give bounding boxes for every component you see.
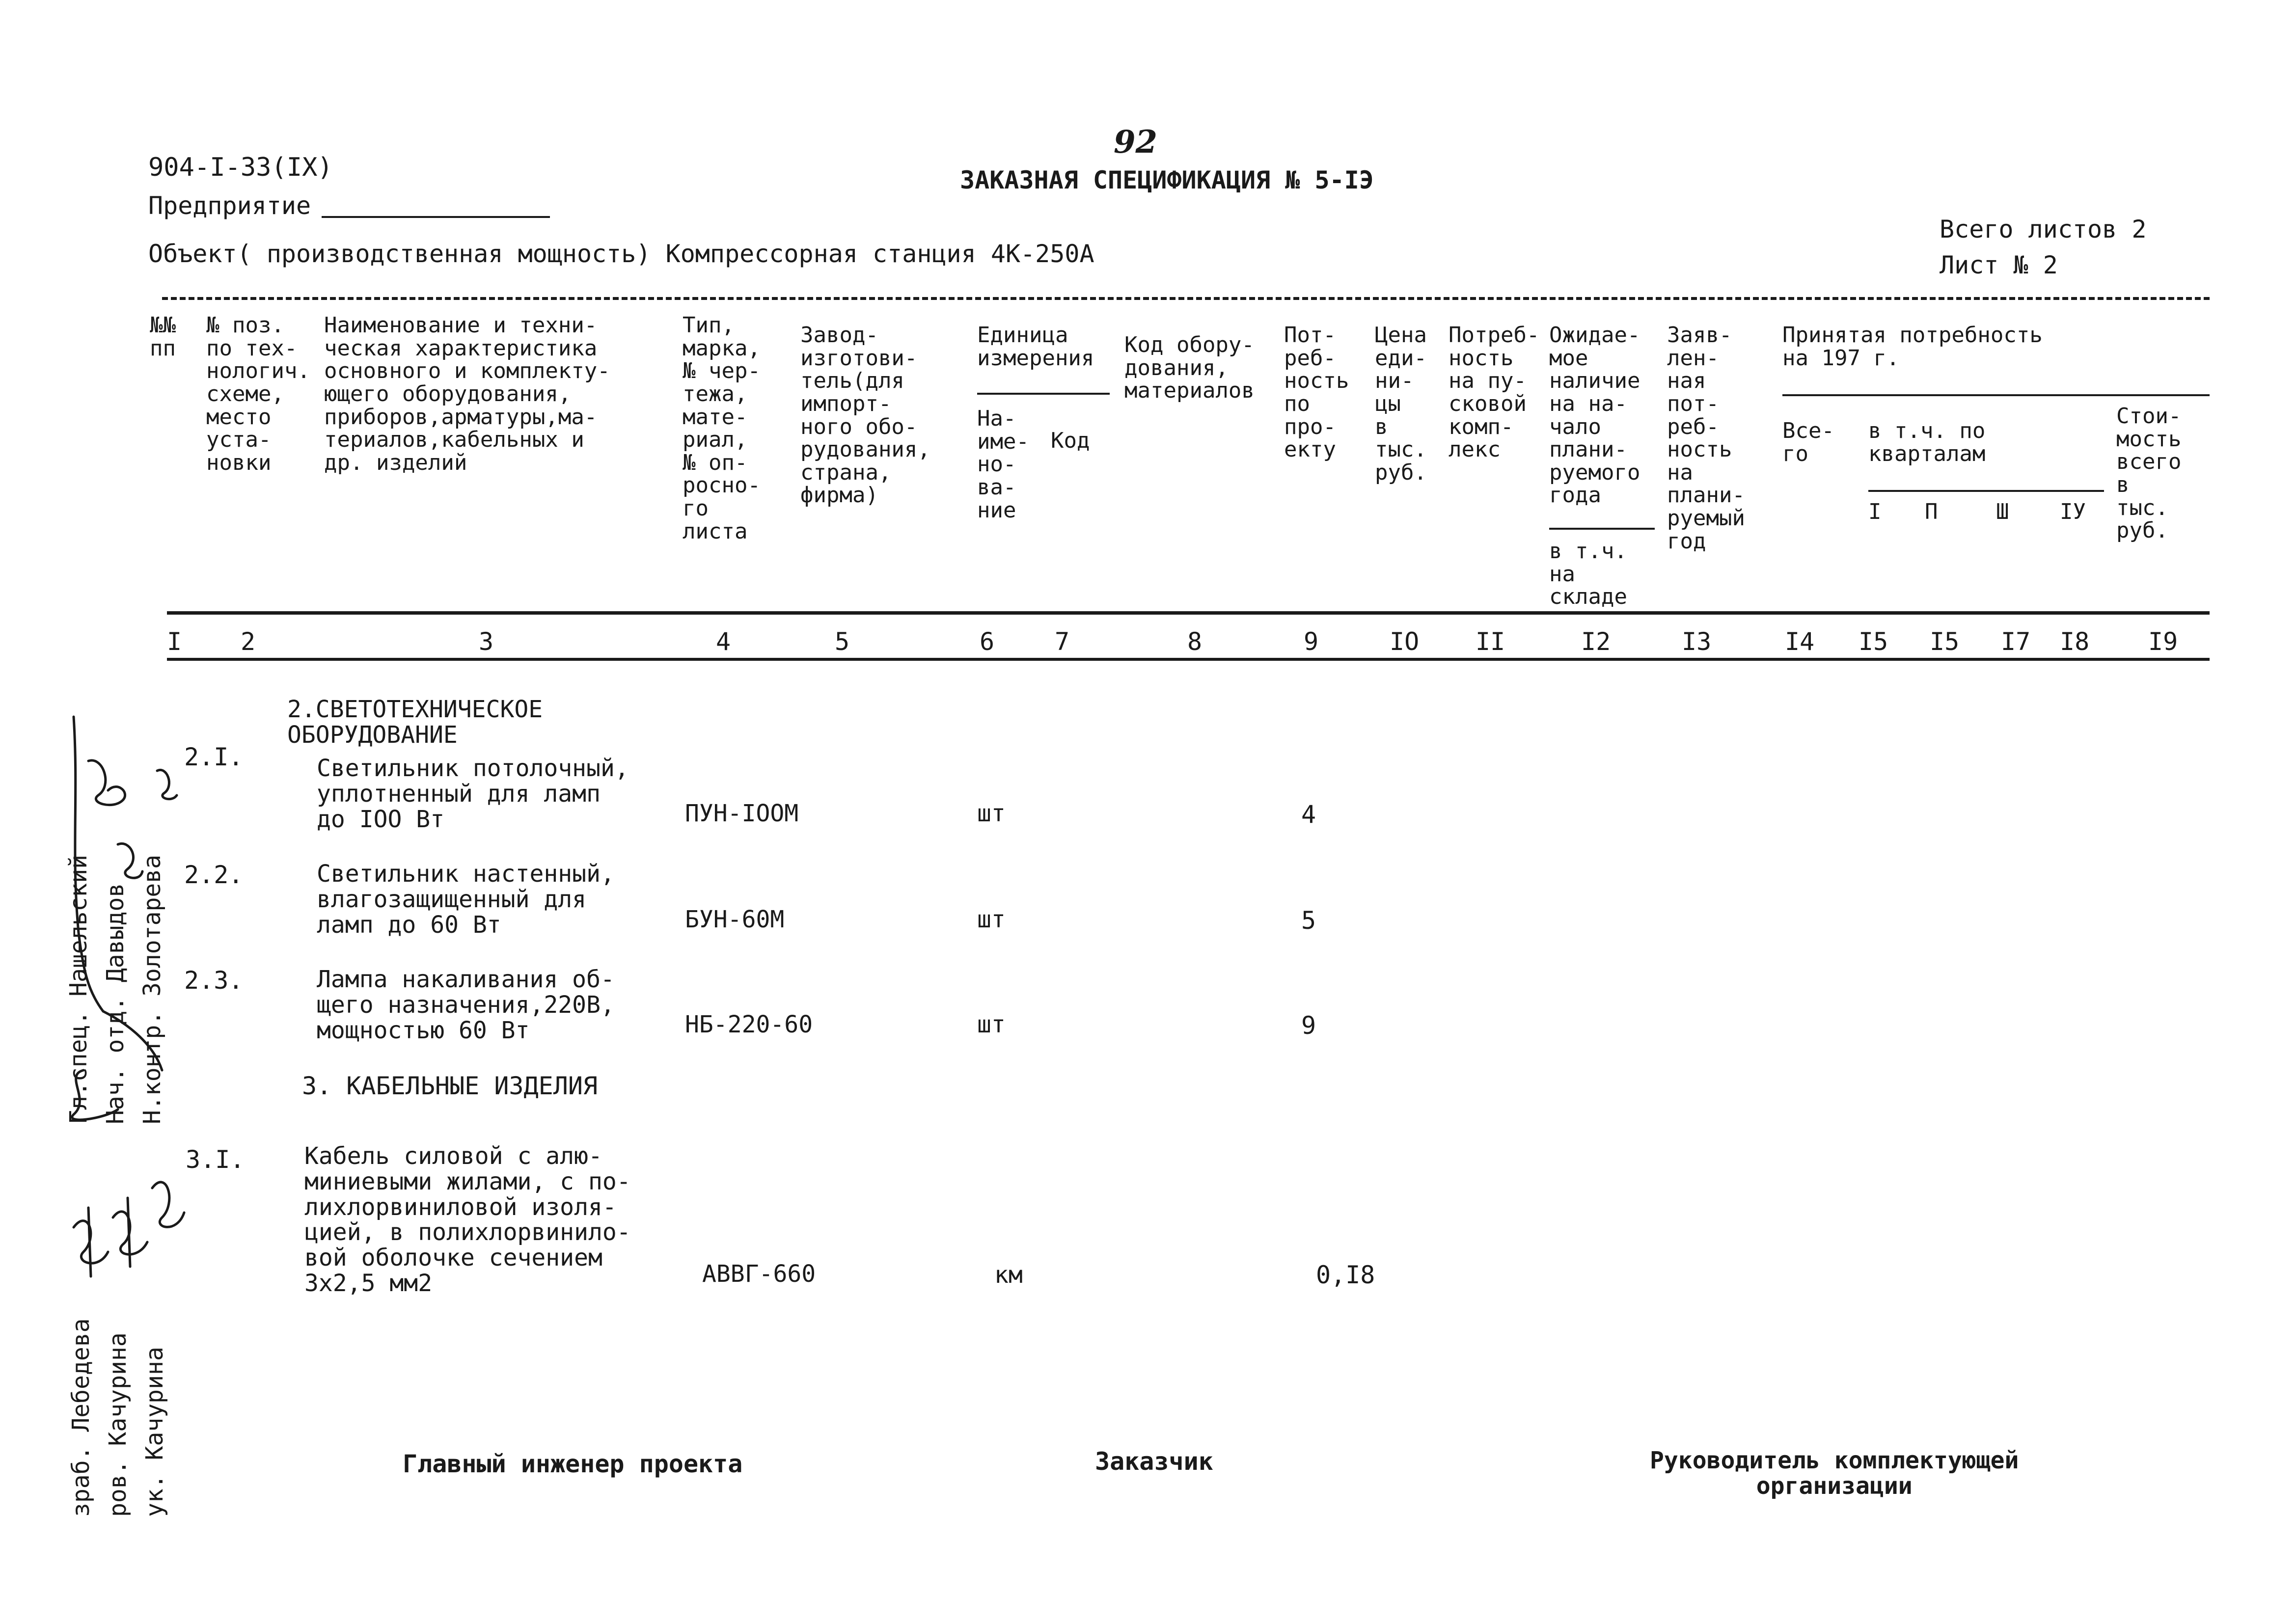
header-col-6-group: Единица измерения [977,323,1094,371]
row-quantity: 0,I8 [1316,1261,1375,1289]
head-org-label: Руководитель комплектующей организации [1650,1447,2019,1500]
stamp-line: Гл.спец. Нашельский [65,854,92,1124]
column-number: I5 [1859,627,1888,656]
column-number: I [167,627,182,656]
header-q4: IУ [2060,499,2086,524]
header-col-5: Завод- изготови- тель(для импорт- ного обо- рудования, страна, фирма) [800,323,930,508]
row-unit: шт [977,1011,1006,1038]
header-col-1: №№ пп [150,313,176,361]
header-col-7: Код [1051,428,1090,453]
header-col-2: № поз. по тех- нологич. схеме, место уста- новки [206,313,310,475]
signature-stroke [157,770,177,799]
header-col-11: Потреб- ность на пу- сковой комп- лекс [1449,323,1540,462]
column-number: IO [1390,627,1420,656]
row-name: Лампа накаливания об- щего назначения,220В, мощностью 60 Вт [317,966,615,1044]
column-number: I9 [2148,627,2178,656]
signature-stroke [72,1070,118,1120]
sheets-total: Всего листов 2 [1940,215,2147,243]
header-q2: П [1925,499,1938,524]
signature-stroke [128,1198,130,1267]
header-col-4: Тип, марка, № чер- тежа, мате- риал, № оп- росно- го листа [683,313,761,544]
column-number: I2 [1581,627,1611,656]
object-line: Объект( производственная мощность) Компрессорная станция 4К-250А [148,240,1094,268]
column-number: 5 [835,627,850,656]
header-col-6: На- име- но- ва- ние [977,406,1029,523]
row-unit: км [994,1261,1023,1289]
row-type: ПУН-IOOM [685,800,799,827]
row-name: Светильник настенный, влагозащищенный для ламп до 60 Вт [317,860,615,939]
row-name: Кабель силовой с алю- миниевыми жилами, с по- лихлорвиниловой изоля- цией, в полихлорвинило- вой оболочке сечением 3х2,5 мм2 [304,1142,631,1298]
stamp-line: Нач. отд. Давыдов [102,883,129,1124]
header-q3: Ш [1996,499,2009,524]
row-unit: шт [977,800,1006,827]
column-number: I7 [2001,627,2031,656]
signature-stroke [152,1182,184,1227]
stamp-line: ров. Качурина [104,1332,132,1517]
row-quantity: 4 [1301,800,1316,829]
column-number: I8 [2060,627,2090,656]
header-accepted-rule [1782,394,2210,396]
header-bottom-rule [167,611,2210,615]
column-number: I5 [1930,627,1960,656]
page-number: 92 [1114,124,1158,161]
column-number: I3 [1682,627,1712,656]
row-number: 3.I. [186,1145,245,1174]
header-q1: I [1868,499,1882,524]
column-number: 6 [980,627,995,656]
row-name: Светильник потолочный, уплотненный для ламп до IOO Вт [317,755,629,833]
header-col-13: Заяв- лен- ная пот- реб- ность на плани- руемый год [1667,323,1745,554]
header-top-rule [162,297,2210,300]
row-quantity: 5 [1301,906,1316,935]
column-number: II [1476,627,1505,656]
row-unit: шт [977,906,1006,933]
signature-stroke [88,760,125,805]
signature-stroke [118,843,142,878]
sheet-number: Лист № 2 [1940,251,2058,279]
document-title: ЗАКАЗНАЯ СПЕЦИФИКАЦИЯ № 5-IЭ [960,166,1374,194]
column-number: 7 [1055,627,1070,656]
column-number-rule [167,658,2210,661]
header-col-14: Все- го [1782,418,1834,466]
header-col-15-group: в т.ч. по кварталам [1868,418,1986,466]
column-number: I4 [1785,627,1815,656]
row-quantity: 9 [1301,1011,1316,1040]
row-type: НБ-220-60 [685,1011,813,1038]
section-title: 3. КАБЕЛЬНЫЕ ИЗДЕЛИЯ [302,1072,598,1100]
header-col-10: Цена еди- ни- цы в тыс. руб. [1375,323,1427,485]
customer-label: Заказчик [1095,1447,1213,1476]
column-number: 8 [1187,627,1203,656]
signature-stroke [103,1011,162,1070]
column-number: 9 [1304,627,1319,656]
chief-engineer-label: Главный инженер проекта [403,1450,743,1478]
enterprise-label-text: Предприятие [148,191,311,220]
column-number: 4 [716,627,731,656]
header-col-12-sub: в т.ч. на складе [1549,539,1627,610]
signature-stroke [88,1208,91,1276]
column-number: 3 [479,627,494,656]
enterprise-underline [322,216,550,218]
stamp-line: ук. Качурина [141,1347,168,1517]
enterprise-label [148,192,311,219]
stamp-line: Н.контр. Золотарева [138,854,166,1124]
header-col-8: Код обору- дования, материалов [1124,332,1255,404]
section-title: 2.СВЕТОТЕХНИЧЕСКОЕ ОБОРУДОВАНИЕ [287,696,543,749]
row-number: 2.2. [184,861,244,889]
row-number: 2.I. [184,743,244,771]
document-code: 904-I-33(IX) [148,153,333,182]
header-stock-rule [1549,528,1655,530]
column-number: 2 [241,627,256,656]
header-col-9: Пот- реб- ность по про- екту [1284,323,1349,462]
row-type: АВВГ-660 [702,1260,816,1288]
handwritten-signatures [44,697,191,1325]
header-col-12: Ожидае- мое наличие на на- чало плани- руемого года [1549,323,1640,508]
header-col-3: Наименование и техни- ческая характеристика основного и комплекту- ющего оборудования, приборов,арматуры,ма- териалов,кабельных и др. изделий [324,313,610,475]
header-quarter-rule [1868,490,2104,492]
header-unit-rule [977,393,1110,395]
stamp-line: зраб. Лебедева [67,1318,95,1517]
header-col-19: Стои- мость всего в тыс. руб. [2116,404,2182,543]
row-type: БУН-60М [685,906,785,933]
header-col-14-group: Принятая потребность на 197 г. [1782,323,2043,371]
row-number: 2.3. [184,966,244,995]
